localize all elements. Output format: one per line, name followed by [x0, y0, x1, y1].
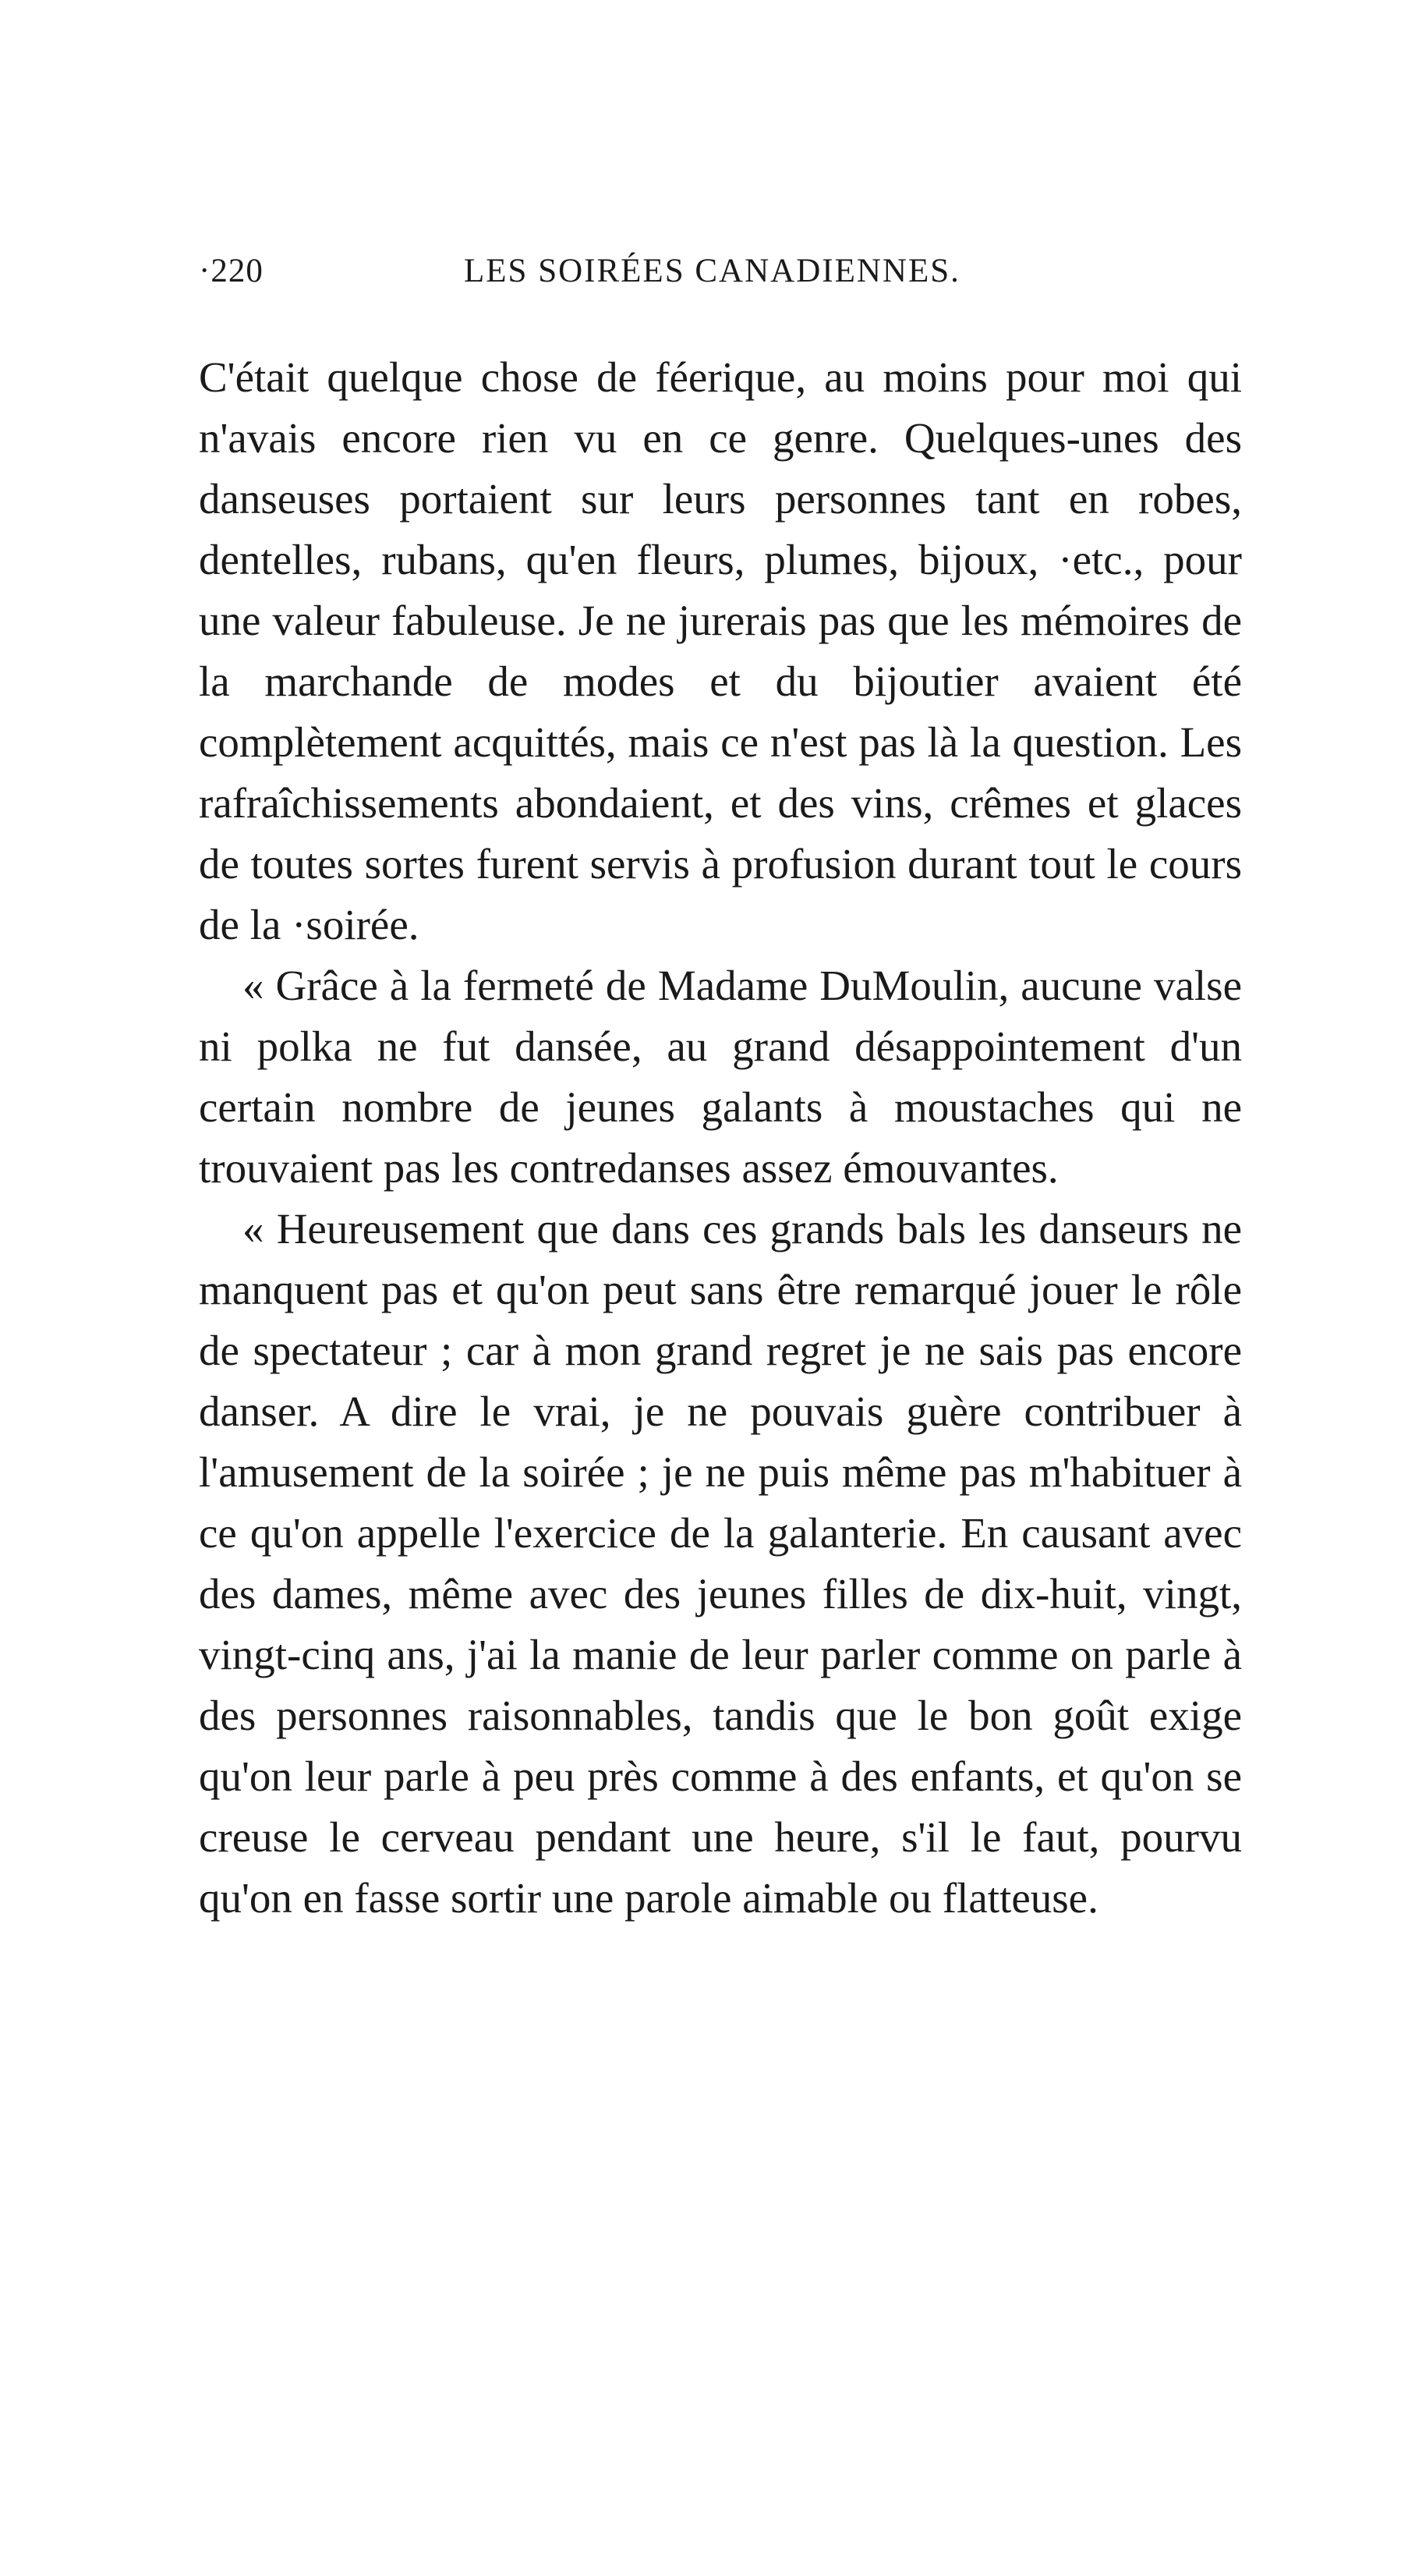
paragraph-1: C'était quelque chose de féerique, au moins pour moi qui n'avais encore rien vu en ce genre. Quelques-unes des danseuses portaient sur leurs personnes tant en robes, dentelles, rubans, qu'en fleurs, plumes, bijoux, ·etc., pour une valeur fabuleuse. Je ne jurerais pas que les mémoires de la marchande de modes et du bijoutier avaient été complètement acquittés, mais ce n'est pas là la question. Les rafraîchissements abondaient, et des vins, crêmes et glaces de toutes sortes furent servis à profusion durant tout le cours de la ·soirée.: [199, 353, 1242, 948]
page-number: ·220: [199, 253, 264, 289]
paragraph-2: « Grâce à la fermeté de Madame DuMoulin, aucune valse ni polka ne fut dansée, au grand désappointement d'un certain nombre de jeunes galants à moustaches qui ne trouvaient pas les contredanses assez émouvantes.: [199, 962, 1242, 1192]
body-text: [199, 347, 1242, 1929]
page-header: [199, 248, 1236, 295]
running-title: LES SOIRÉES CANADIENNES.: [464, 253, 960, 289]
paragraph-3: « Heureusement que dans ces grands bals les danseurs ne manquent pas et qu'on peut sans être remarqué jouer le rôle de spectateur ; car à mon grand regret je ne sais pas encore danser. A dire le vrai, je ne pouvais guère contribuer à l'amusement de la soirée ; je ne puis même pas m'habituer à ce qu'on appelle l'exercice de la galanterie. En causant avec des dames, même avec des jeunes filles de dix-huit, vingt, vingt-cinq ans, j'ai la manie de leur parler comme on parle à des personnes raisonnables, tandis que le bon goût exige qu'on leur parle à peu près comme à des enfants, et qu'on se creuse le cerveau pendant une heure, s'il le faut, pourvu qu'on en fasse sortir une parole aimable ou flatteuse.: [199, 1205, 1242, 1922]
